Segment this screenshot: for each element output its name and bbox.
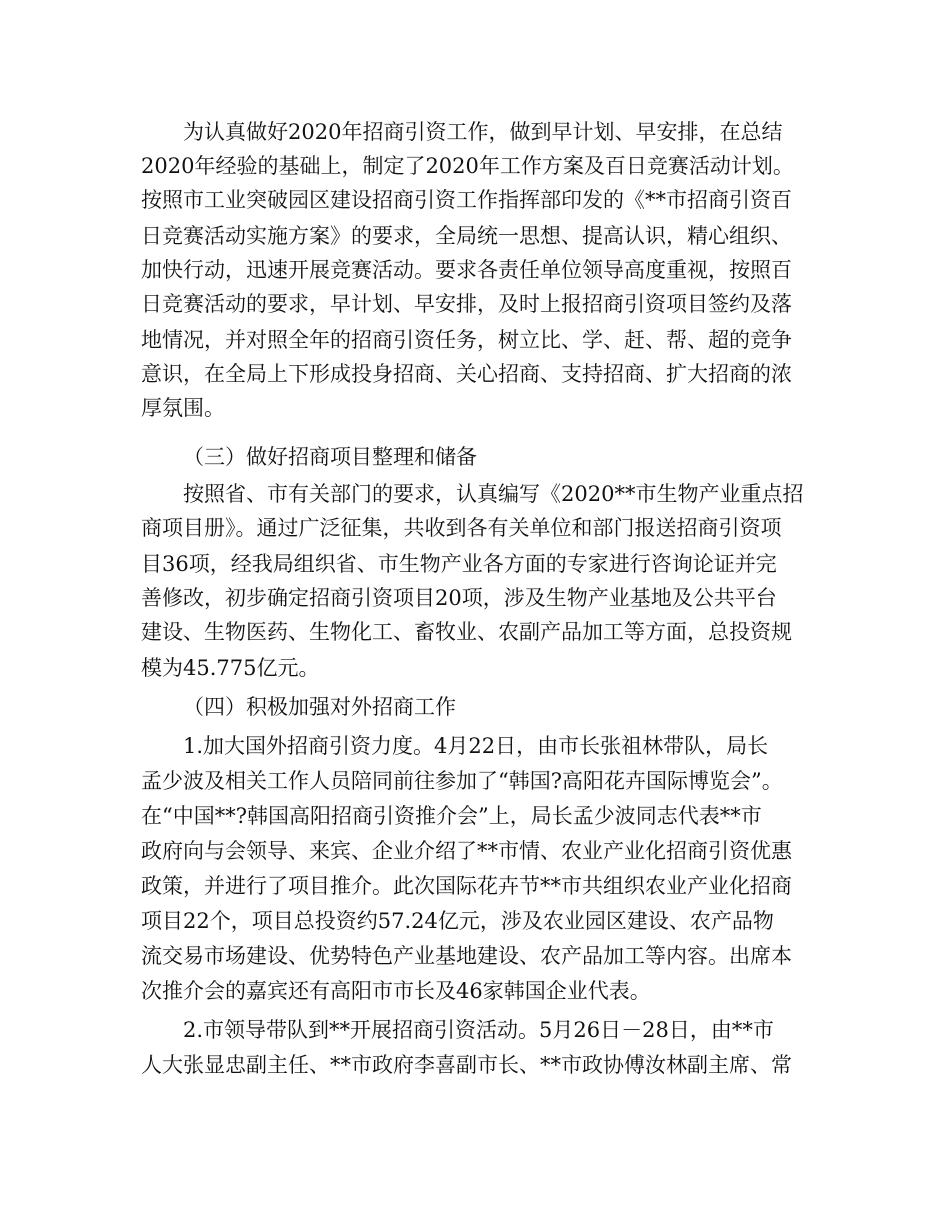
paragraph-line: 孟少波及相关工作人员陪同前往参加了“韩国?高阳花卉国际博览会”。 xyxy=(141,769,783,793)
paragraph-line: 日竞赛活动实施方案》的要求，全局统一思想、提高认识，精心组织、 xyxy=(141,224,792,248)
paragraph-line: 建设、生物医药、生物化工、畜牧业、农副产品加工等方面，总投资规 xyxy=(141,620,792,644)
paragraph-line: 善修改，初步确定招商引资项目20项，涉及生物产业基地及公共平台 xyxy=(141,586,777,610)
paragraph-line: 2020年经验的基础上，制定了2020年工作方案及百日竞赛活动计划。 xyxy=(141,154,794,178)
paragraph-line: 按照省、市有关部门的要求，认真编写《2020**市生物产业重点招 xyxy=(183,482,804,506)
section-heading: （四）积极加强对外招商工作 xyxy=(183,695,456,719)
paragraph-line: 日竞赛活动的要求，早计划、早安排，及时上报招商引资项目签约及落 xyxy=(141,292,792,316)
paragraph-line: 在“中国**?韩国高阳招商引资推介会”上，局长孟少波同志代表**市 xyxy=(141,804,762,828)
paragraph-line: 次推介会的嘉宾还有高阳市市长及46家韩国企业代表。 xyxy=(141,979,651,1003)
paragraph-line: 目36项，经我局组织省、市生物产业各方面的专家进行咨询论证并完 xyxy=(141,552,777,576)
paragraph-line: 政府向与会领导、来宾、企业介绍了**市情、农业产业化招商引资优惠 xyxy=(141,839,792,863)
paragraph-line: 意识，在全局上下形成投身招商、关心招商、支持招商、扩大招商的浓 xyxy=(141,362,792,386)
paragraph-line: 2.市领导带队到**开展招商引资活动。5月26日－28日，由**市 xyxy=(183,1018,774,1042)
paragraph-line: 厚氛围。 xyxy=(141,396,225,420)
paragraph-line: 1.加大国外招商引资力度。4月22日，由市长张祖林带队，局长 xyxy=(183,734,769,758)
paragraph-line: 为认真做好2020年招商引资工作，做到早计划、早安排，在总结 xyxy=(183,120,783,144)
paragraph-line: 流交易市场建设、优势特色产业基地建设、农产品加工等内容。出席本 xyxy=(141,944,792,968)
paragraph-line: 加快行动，迅速开展竞赛活动。要求各责任单位领导高度重视，按照百 xyxy=(141,258,792,282)
paragraph-line: 人大张显忠副主任、**市政府李喜副市长、**市政协傅汝林副主席、常 xyxy=(141,1053,792,1077)
paragraph-line: 模为45.775亿元。 xyxy=(141,656,320,680)
paragraph-line: 按照市工业突破园区建设招商引资工作指挥部印发的《**市招商引资百 xyxy=(141,188,792,212)
section-heading: （三）做好招商项目整理和储备 xyxy=(183,445,477,469)
paragraph-line: 政策，并进行了项目推介。此次国际花卉节**市共组织农业产业化招商 xyxy=(141,874,792,898)
paragraph-line: 商项目册》。通过广泛征集，共收到各有关单位和部门报送招商引资项 xyxy=(141,516,782,540)
paragraph-line: 地情况，并对照全年的招商引资任务，树立比、学、赶、帮、超的竞争 xyxy=(141,328,792,352)
paragraph-line: 项目22个，项目总投资约57.24亿元，涉及农业园区建设、农产品物 xyxy=(141,909,774,933)
